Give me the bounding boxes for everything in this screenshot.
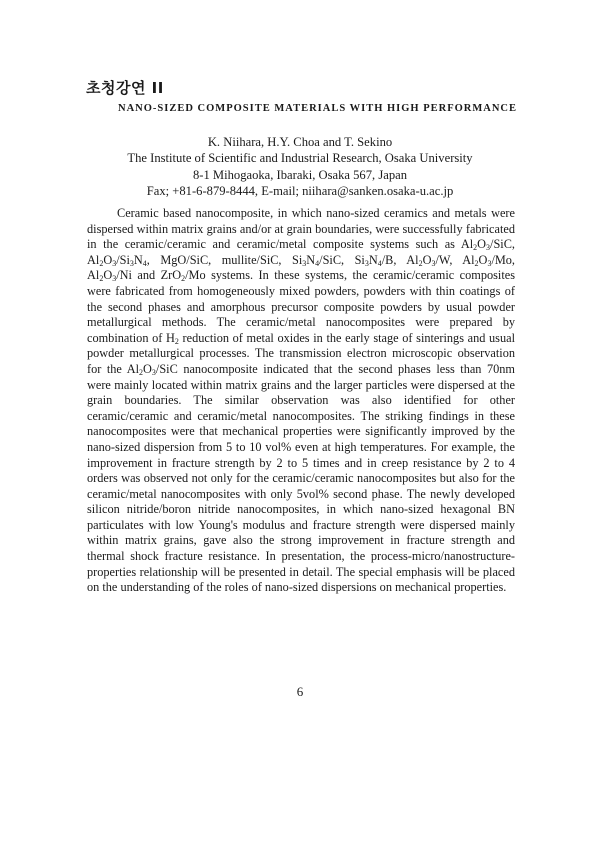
formula: $Al_2O_3$/SiC, (460, 237, 515, 253)
page-number: 6 (296, 684, 304, 699)
formula: $Al_2O_3/Mo$, (462, 252, 516, 268)
author-block (0, 134, 600, 199)
abstract-text: , MgO/SiC, mullite/SiC, (146, 252, 292, 267)
formula: ZrO$_2$/Mo systems. (160, 268, 254, 284)
abstract-paragraph (87, 206, 515, 596)
formula: $Al_2O_3/Ni$ and (87, 268, 161, 284)
formula: $Al_2O_3/Si_3N_4$ (87, 252, 147, 268)
formula: $Si_3N_4$/SiC, (292, 252, 355, 268)
author-contact: Fax; +81-6-879-8444, E-mail; niihara@sanken.osaka-u.ac.jp (146, 183, 454, 198)
abstract-text: reduction of metal oxides in the early stage of sinterings and usual powder metallurgical processes. The transmission electron microscopic observation for the (87, 330, 515, 376)
formula: $Si_3N_4/B$, (354, 252, 407, 268)
formula: $H_2$ (166, 330, 179, 346)
author-institution: The Institute of Scientific and Industrial Research, Osaka University (127, 151, 473, 166)
author-names: K. Niihara, H.Y. Choa and T. Sekino (207, 135, 393, 149)
author-address: 8-1 Mihogaoka, Ibaraki, Osaka 567, Japan (192, 167, 408, 182)
abstract-text: nanocomposite indicated that the second phases less than 70nm were mainly located within matrix grains and the larger particles were dispersed at the grain boundaries. The similar observation was also identified for other ceramic/ceramic and ceramic/metal nanocomposites. The striking findings in these nanocomposites were that mechanical properties were significantly improved by the nano-sized dispersion from 5 to 10 vol% even at high temperatures. For example, the improvement in fracture strength by 2 to 5 times and in creep resistance by 2 to 4 orders was observed not only for the ceramic/ceramic nanocomposites but also for the ceramic/metal nanocomposites with only 5vol% second phase. The newly developed silicon nitride/boron nitride nanocomposites, in which nano-sized hexagonal BN particulates with low Young's modulus and fracture strength were dispersed mainly within matrix grains, gave also the strong improvement in fracture strength and thermal shock fracture resistance. In presentation, the process-micro/nanostructure-properties relationship will be presented in detail. The special emphasis will be placed on the understanding of the roles of nano-sized dispersions on mechanical properties. (87, 361, 515, 595)
abstract-text: Ceramic based nanocomposite, in which nano-sized ceramics and metals were dispersed within matrix grains and/or at grain boundaries, were successfully fabricated in the ceramic/ceramic and ceramic/metal composite systems such as (87, 206, 515, 252)
formula: $Al_2O_3$/SiC (126, 361, 178, 377)
session-label: 초청강연 II (86, 79, 164, 97)
formula: $Al_2O_3/W$, (406, 252, 463, 268)
paper-title: NANO-SIZED COMPOSITE MATERIALS WITH HIGH PERFORMANCE (118, 103, 518, 114)
abstract-text: In these systems, the ceramic/ceramic composites were fabricated from homogeneously mixed powders, powders with thin coatings of the second phases and amorphous precursor composite powders by usual powder metallurgical methods. The ceramic/metal nanocomposites were prepared by combination of (87, 268, 515, 345)
